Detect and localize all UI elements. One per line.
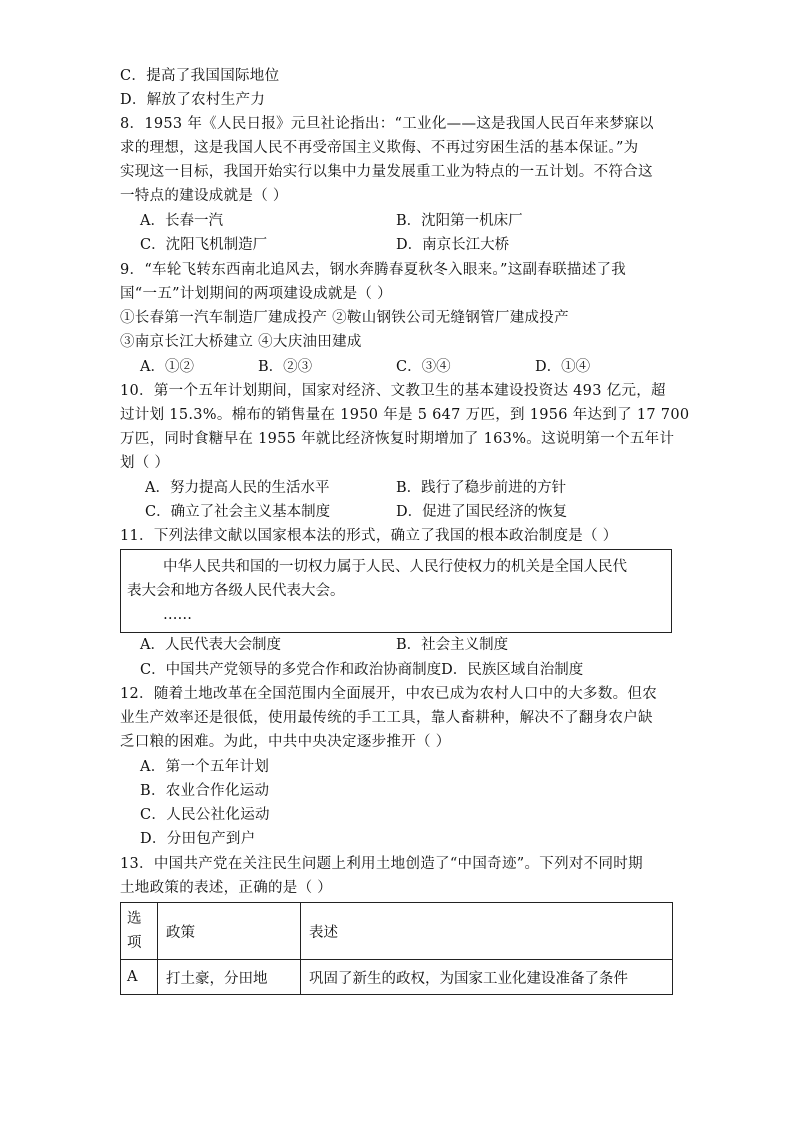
q12-stem-line2: 业生产效率还是很低，使用最传统的手工工具，靠人畜耕种，解决不了翻身农户缺	[120, 710, 653, 726]
q7-option-c[interactable]: C．提高了我国国际地位	[120, 68, 280, 84]
q13-stem-line1: 13．中国共产党在关注民生问题上利用土地创造了“中国奇迹”。下列对不同时期	[120, 856, 643, 872]
q8-option-a[interactable]: A．长春一汽	[140, 213, 223, 229]
header-description: 表述	[301, 903, 673, 960]
q9-stem-line1: 9．“车轮飞转东西南北追风去，钢水奔腾春夏秋冬入眼来。”这副春联描述了我	[120, 262, 627, 278]
q9-option-c[interactable]: C．③④	[396, 359, 451, 375]
q8-option-b[interactable]: B．沈阳第一机床厂	[396, 213, 523, 229]
row-a-option[interactable]: A	[121, 960, 158, 995]
row-a-policy: 打土豪，分田地	[158, 960, 301, 995]
q9-option-d[interactable]: D．①④	[535, 359, 591, 375]
q8-stem-line2: 求的理想，这是我国人民不再受帝国主义欺侮、不再过穷困生活的基本保证。”为	[120, 140, 639, 156]
q10-option-b[interactable]: B．践行了稳步前进的方针	[396, 480, 567, 496]
q10-stem-line2: 过计划 15.3%。棉布的销售量在 1950 年是 5 647 万匹，到 1956 年达到了 17 700	[120, 407, 690, 423]
q12-option-a[interactable]: A．第一个五年计划	[140, 759, 270, 775]
q11-quote-box	[120, 549, 672, 633]
q12-option-b[interactable]: B．农业合作化运动	[140, 783, 270, 799]
q10-option-a[interactable]: A．努力提高人民的生活水平	[145, 480, 330, 496]
table-row	[121, 960, 673, 995]
q10-stem-line1: 10．第一个五年计划期间，国家对经济、文教卫生的基本建设投资达 493 亿元，超	[120, 383, 666, 399]
q11-quote-line1: 中华人民共和国的一切权力属于人民、人民行使权力的机关是全国人民代	[163, 559, 627, 575]
q13-stem-line2: 土地政策的表述，正确的是（ ）	[120, 880, 333, 896]
q12-stem-line3: 乏口粮的困难。为此，中共中央决定逐步推开（ ）	[120, 734, 451, 750]
q11-option-a[interactable]: A．人民代表大会制度	[140, 637, 281, 653]
q11-quote-line2: 表大会和地方各级人民代表大会。	[127, 583, 345, 599]
q10-option-d[interactable]: D．促进了国民经济的恢复	[396, 504, 568, 520]
q8-stem-line3: 实现这一目标，我国开始实行以集中力量发展重工业为特点的一五计划。不符合这	[120, 164, 653, 180]
header-policy: 政策	[158, 903, 301, 960]
q12-option-c[interactable]: C．人民公社化运动	[140, 807, 270, 823]
q10-stem-line4: 划（ ）	[120, 455, 170, 471]
q11-option-c-d[interactable]: C．中国共产党领导的多党合作和政治协商制度D．民族区域自治制度	[140, 662, 584, 678]
q13-table	[120, 902, 673, 995]
q10-stem-line3: 万匹，同时食糖早在 1955 年就比经济恢复时期增加了 163%。这说明第一个五年计	[120, 431, 675, 447]
q12-stem-line1: 12．随着土地改革在全国范围内全面展开，中农已成为农村人口中的大多数。但农	[120, 686, 658, 702]
q11-stem: 11．下列法律文献以国家根本法的形式，确立了我国的根本政治制度是（ ）	[120, 528, 618, 544]
q8-stem-line1: 8．1953 年《人民日报》元旦社论指出：“工业化——这是我国人民百年来梦寐以	[120, 116, 654, 132]
header-option: 选项	[121, 903, 158, 960]
q9-statements-line1: ①长春第一汽车制造厂建成投产 ②鞍山钢铁公司无缝钢管厂建成投产	[120, 310, 569, 326]
q11-quote-line3: ……	[163, 607, 192, 623]
q8-stem-line4: 一特点的建设成就是（ ）	[120, 188, 288, 204]
q9-stem-line2: 国“一五”计划期间的两项建设成就是（ ）	[120, 286, 392, 302]
table-header-row	[121, 903, 673, 960]
q10-option-c[interactable]: C．确立了社会主义基本制度	[145, 504, 331, 520]
q9-option-b[interactable]: B．②③	[258, 359, 313, 375]
q7-option-d[interactable]: D．解放了农村生产力	[120, 92, 266, 108]
q11-option-b[interactable]: B．社会主义制度	[396, 637, 509, 653]
q9-option-a[interactable]: A．①②	[140, 359, 194, 375]
q8-option-c[interactable]: C．沈阳飞机制造厂	[140, 237, 268, 253]
q12-option-d[interactable]: D．分田包产到户	[140, 831, 256, 847]
q8-option-d[interactable]: D．南京长江大桥	[396, 237, 510, 253]
q9-statements-line2: ③南京长江大桥建立 ④大庆油田建成	[120, 334, 362, 350]
row-a-description: 巩固了新生的政权，为国家工业化建设准备了条件	[301, 960, 673, 995]
